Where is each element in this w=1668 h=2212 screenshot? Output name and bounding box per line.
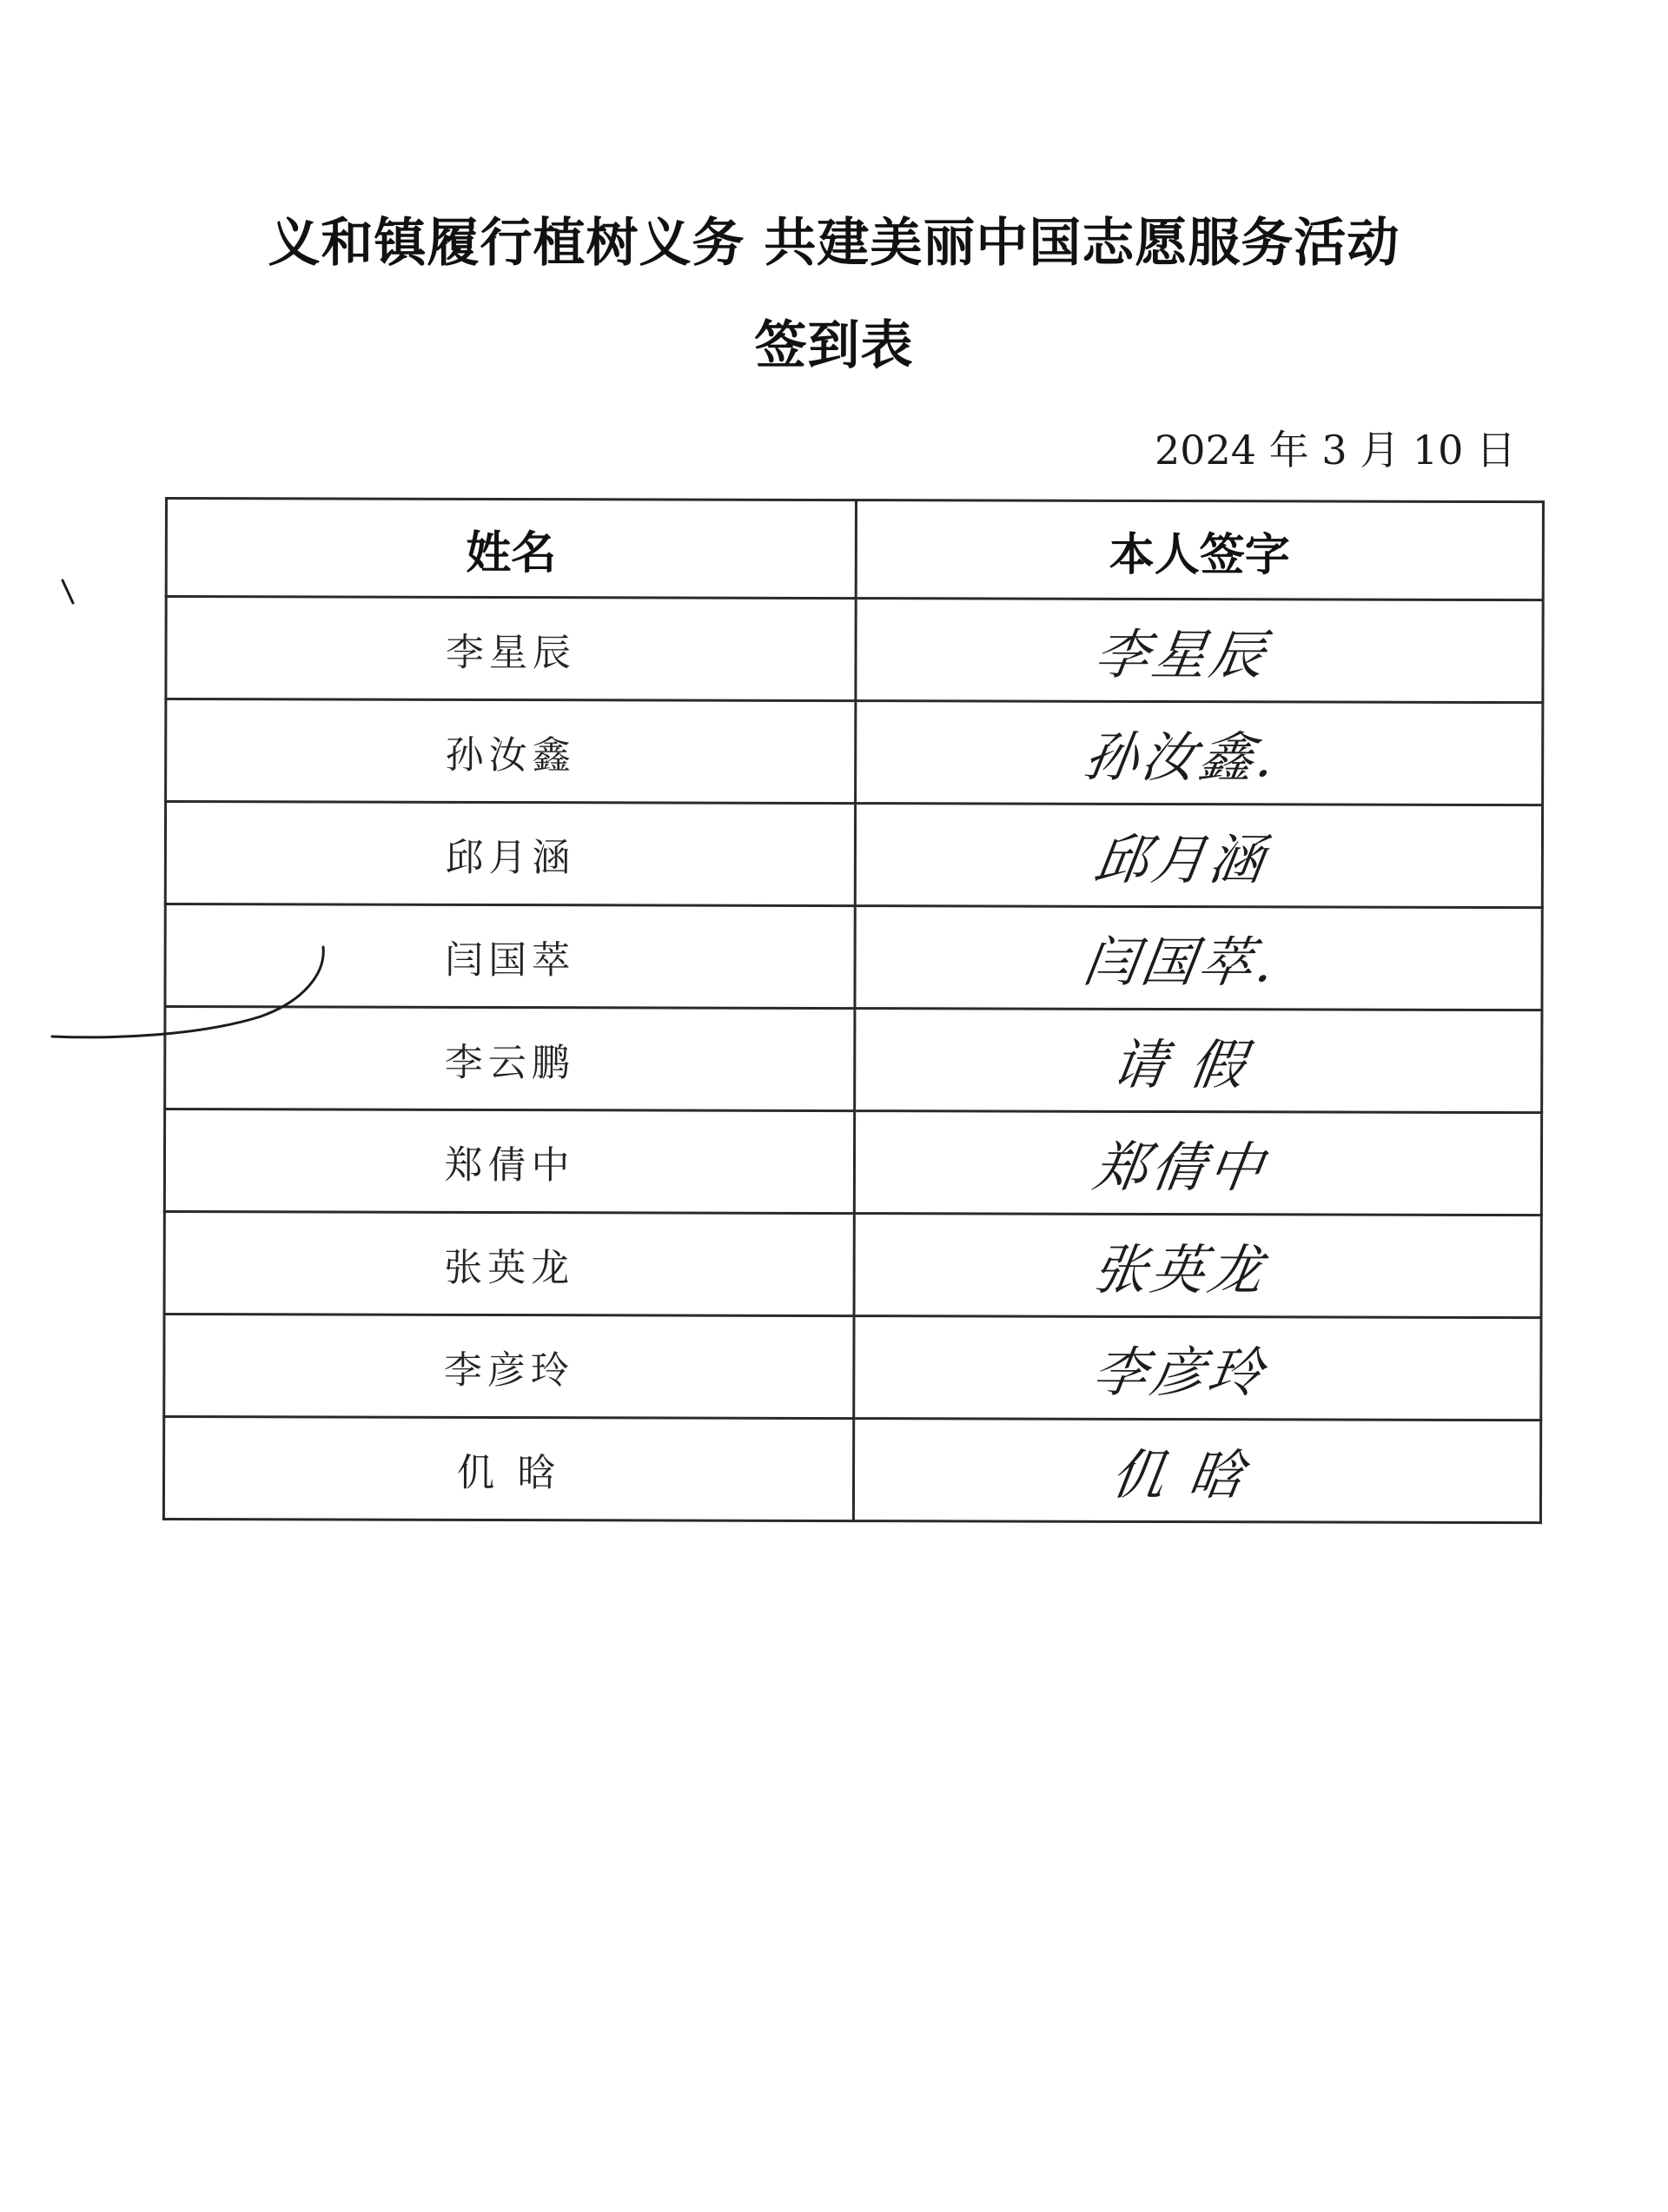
signature-cell — [854, 1316, 1541, 1421]
document-date: 2024 年 3 月 10 日 — [1155, 427, 1516, 474]
table-row — [165, 1007, 1542, 1113]
sign-in-table — [162, 497, 1545, 1524]
handwritten-signature: 邱月涵 — [1089, 827, 1272, 892]
handwritten-signature: 孙汝鑫. — [1080, 725, 1282, 790]
name-cell: 张英龙 — [164, 1212, 854, 1316]
header-name: 姓名 — [166, 499, 856, 599]
name-cell: 李云鹏 — [165, 1007, 855, 1111]
handwritten-signature: 李彦玲 — [1089, 1340, 1270, 1405]
handwritten-signature: 仉 晗 — [1107, 1442, 1252, 1507]
pen-tick-mark — [63, 580, 73, 603]
document-subtitle: 签到表 — [754, 315, 914, 376]
name-cell: 孙汝鑫 — [166, 699, 856, 804]
table-header-row — [166, 499, 1543, 600]
name-cell: 郑倩中 — [164, 1109, 854, 1214]
signature-cell — [854, 1111, 1541, 1215]
signature-cell — [853, 1419, 1540, 1523]
sign-in-table-wrapper — [162, 497, 1542, 1507]
handwritten-signature: 闫国萃. — [1079, 930, 1281, 995]
signature-cell — [856, 599, 1543, 703]
handwritten-signature: 李星辰 — [1090, 622, 1273, 687]
document-title: 义和镇履行植树义务 共建美丽中国志愿服务活动 — [268, 213, 1400, 274]
table-row — [166, 699, 1543, 805]
name-cell: 闫国萃 — [165, 904, 855, 1009]
name-cell: 李彦玲 — [164, 1315, 854, 1419]
table-row — [165, 802, 1542, 908]
table-row — [164, 1212, 1541, 1318]
table-row — [164, 1315, 1541, 1421]
handwritten-signature: 郑倩中 — [1089, 1135, 1271, 1200]
table-row — [164, 1109, 1541, 1215]
signature-cell — [855, 1009, 1542, 1113]
table-row — [163, 1417, 1540, 1523]
signature-cell — [856, 701, 1543, 805]
signature-cell — [855, 804, 1542, 908]
name-cell: 李星辰 — [166, 597, 856, 701]
header-signature: 本人签字 — [856, 500, 1543, 600]
table-row — [166, 597, 1543, 703]
name-cell: 邱月涵 — [165, 802, 855, 906]
handwritten-signature: 请 假 — [1108, 1032, 1253, 1097]
table-row — [165, 904, 1542, 1010]
signature-cell — [854, 1214, 1541, 1318]
handwritten-signature: 张英龙 — [1089, 1237, 1271, 1302]
signature-cell — [855, 906, 1542, 1010]
name-cell: 仉 晗 — [163, 1417, 853, 1521]
